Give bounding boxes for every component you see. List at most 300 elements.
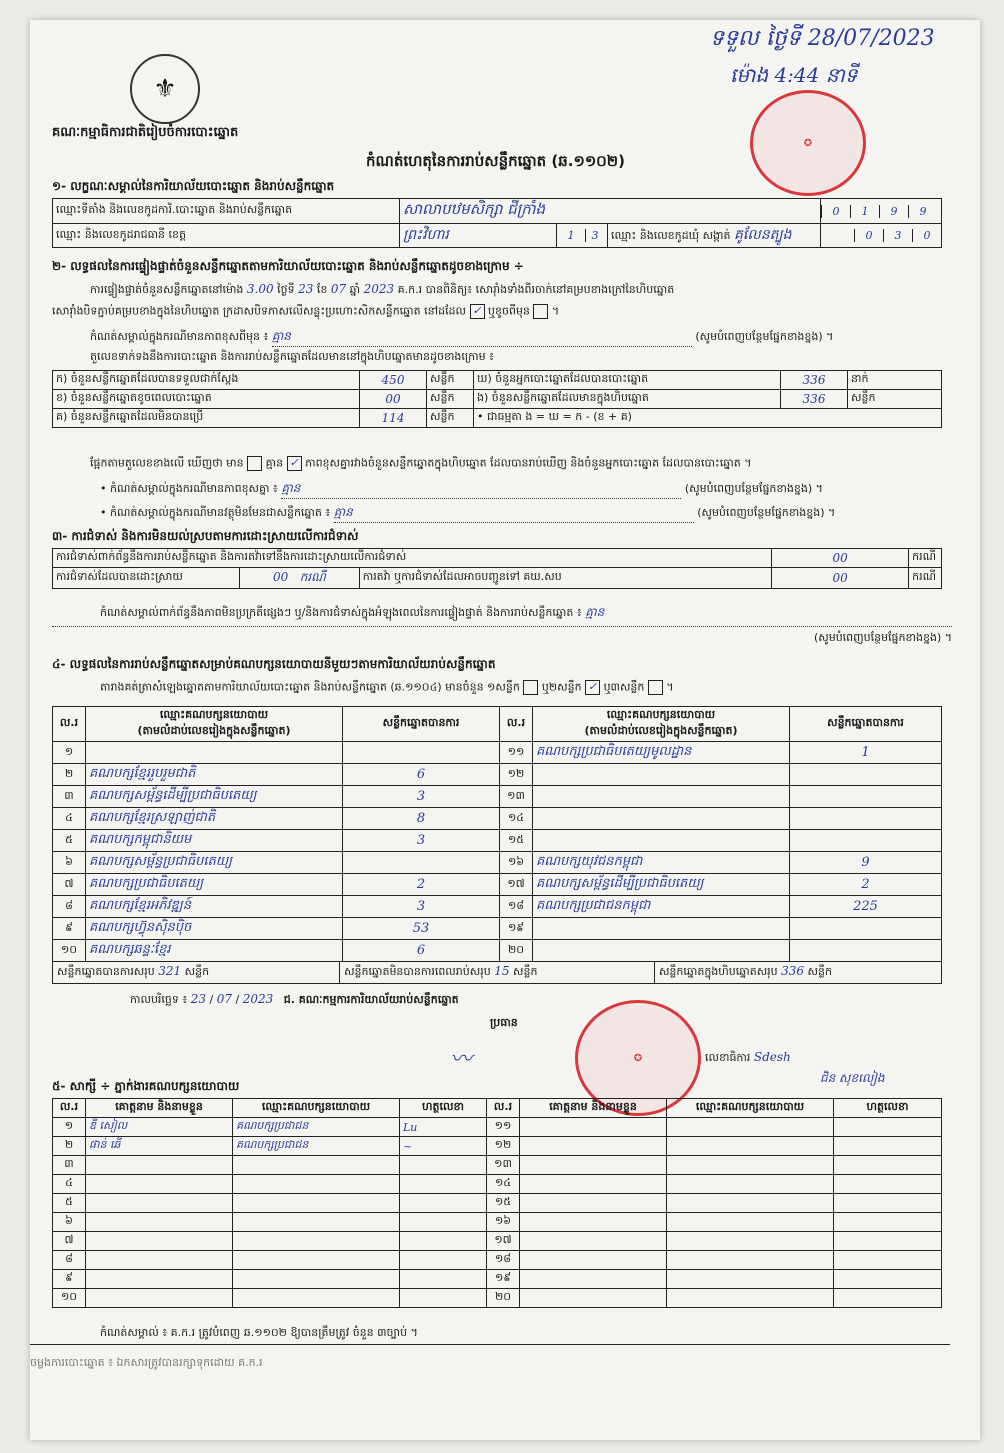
witness-table [52,1098,942,1308]
s3-unit: ករណី [909,549,942,568]
col-party [86,707,343,742]
row-no: ៩ [53,1270,86,1289]
witness-name [520,1213,667,1232]
s2-fill-hint: (សូមបំពេញបន្ថែមផ្នែកខាងខ្នង) ។ [697,506,836,519]
s2-p2: សោរ៉ាំងបិទភ្ជាប់គម្របខាងក្នុងនៃហិបឆ្នោត ក្រដាសបិទភាសលើសន្លុះប្រហោះសិកសន្លឹកឆ្នោត នៅដដែល [52,304,467,318]
party-name: គណបក្សសម្ព័ន្ធប្រជាធិបតេយ្យ [86,852,343,874]
code-digit: 9 [879,205,908,218]
s3-unit: ករណី [299,570,326,584]
row-no: ៥ [53,1194,86,1213]
witness-name [520,1289,667,1308]
org-name: គណៈកម្មាធិការជាតិរៀបចំការបោះឆ្នោត [52,125,239,140]
s2-p4a: ផ្អែកតាមតួលេខខាងលើ ឃើញថា មាន [90,456,244,470]
chair-label: ប្រធាន [490,1016,518,1029]
s2-p1c: ខែ [316,283,328,296]
col-votes: សន្លឹកឆ្នោតបានការ [790,707,942,742]
col-name: គោត្តនាម និងនាមខ្លួន [86,1099,233,1118]
s2-para2: សោរ៉ាំងបិទភ្ជាប់គម្របខាងក្នុងនៃហិបឆ្នោត ក្រដាសបិទភាសលើសន្លុះប្រហោះសិកសន្លឹកឆ្នោត នៅដដែល ✓ ឬខូចពីមុន ។ [52,304,560,318]
row-no: ១២ [487,1137,520,1156]
s2-row-label2: ឃ) ចំនួនអ្នកបោះឆ្នោតដែលបានបោះឆ្នោត [474,371,781,390]
total-invalid-value: 15 [494,964,510,978]
s2-p1b: ថ្ងៃទី [277,283,295,296]
vote-count: 6 [343,764,500,786]
witness-party [233,1289,400,1308]
total-valid-value: 321 [158,964,182,978]
witness-name [86,1156,233,1175]
code-digit: 0 [821,205,850,218]
code-digit: 9 [908,205,937,218]
s2-day: 23 [298,282,314,296]
s1-r1-label: ឈ្មោះទីតាំង និងលេខកូដការិ.បោះឆ្នោត និងរាប់សន្លឹកឆ្នោត [53,199,400,224]
party-name: គណបក្សកម្ពុជានិយម [86,830,343,852]
vote-count: 3 [343,896,500,918]
s1-r1-code [821,199,942,224]
witness-party [233,1175,400,1194]
row-no: ៨ [53,1251,86,1270]
witness-party [667,1137,834,1156]
witness-signature [400,1175,487,1194]
footer-note2: ចម្លងការបោះឆ្នោត ៖ ឯកសារត្រូវបានរក្សាទុកដោយ គ.ក.រ [30,1356,263,1369]
s2-row-value: 450 [360,371,427,390]
official-stamp-top: ✪ [750,90,866,196]
witness-signature: ~ [400,1137,487,1156]
code-digit: 0 [854,229,883,242]
s2-row-label: គ) ចំនួនសន្លឹកឆ្នោតដែលមិនបានប្រើ [53,409,360,428]
s3-r2-label: ការជំទាស់ដែលបានដោះស្រាយ [53,568,240,589]
witness-name [520,1270,667,1289]
party-name: គណបក្សសម្ព័ន្ធដើម្បីប្រជាធិបតេយ្យ [533,874,790,896]
witness-signature [834,1289,942,1308]
s2-b1-label: • កំណត់សម្គាល់ក្នុងករណីមានភាពខុសគ្នា ៖ [100,482,278,495]
witness-party [233,1194,400,1213]
row-no: ៤ [53,808,86,830]
witness-body [53,1118,942,1308]
vote-count: 2 [343,874,500,896]
row-no: ១៨ [500,896,533,918]
s2-month: 07 [330,282,347,296]
row-no: ១៥ [487,1194,520,1213]
witness-signature [834,1118,942,1137]
s2-para4 [90,456,970,473]
row-no: ១១ [487,1118,520,1137]
col-party-title: ឈ្មោះគណបក្សនយោបាយ [159,708,269,721]
s2-p4b: គ្មាន [265,456,284,470]
party-name: គណបក្សសម្ព័ន្ធដើម្បីប្រជាធិបតេយ្យ [86,786,343,808]
s2-fill-hint: (សូមបំពេញបន្ថែមផ្នែកខាងខ្នង) ។ [695,330,834,343]
witness-name [520,1194,667,1213]
vote-count: 6 [343,940,500,962]
results-row [53,896,942,918]
row-no: ៨ [53,896,86,918]
s2-row-unit2: នាក់ [848,371,942,390]
s2-row-value: 114 [360,409,427,428]
col-name: គោត្តនាម និងនាមខ្លួន [520,1099,667,1118]
s2-year: 2023 [363,282,395,296]
witness-signature [834,1270,942,1289]
witness-party [233,1270,400,1289]
row-no: ៦ [53,1213,86,1232]
witness-name: ឌី សៀល [86,1118,233,1137]
witness-row [53,1232,942,1251]
results-table [52,706,942,984]
total-valid [53,962,340,983]
witness-party [667,1118,834,1137]
party-name [533,830,790,852]
sheet-unit: សន្លឹក [807,965,832,978]
col-votes: សន្លឹកឆ្នោតបានការ [343,707,500,742]
row-no: ១៤ [500,808,533,830]
date-month: 07 [216,992,232,1006]
s4-date-line: កាលបរិច្ឆេទ ៖ 23 / 07 / 2023 ជ. គណៈកម្មការការិយាល័យរាប់សន្លឹកឆ្នោត [130,992,459,1006]
witness-row [53,1289,942,1308]
witness-signature [834,1156,942,1175]
witness-name [520,1137,667,1156]
results-row [53,830,942,852]
row-no: ៣ [53,786,86,808]
row-no: ១៣ [500,786,533,808]
row-no: ១៦ [500,852,533,874]
s2-figures-table [52,370,942,428]
no-diff-checkbox[interactable]: ✓ [287,456,302,471]
row-no: ១៨ [487,1251,520,1270]
row-no: ២ [53,1137,86,1156]
secretary-name: ជិន សុខលៀង [820,1071,885,1085]
form-sheet [30,20,980,1440]
vote-count [790,786,942,808]
vote-count: 53 [343,918,500,940]
witness-party [667,1232,834,1251]
witness-signature [400,1232,487,1251]
results-row [53,742,942,764]
s1-r2-value: ព្រះវិហារ [400,224,557,248]
row-no: ១០ [53,940,86,962]
party-name: គណបក្សខ្មែរអភិវឌ្ឍន៍ [86,896,343,918]
s1-r2-code2 [821,224,942,248]
row-no: ៧ [53,1232,86,1251]
row-no: ៤ [53,1175,86,1194]
chair-signature: 〰 [450,1047,473,1072]
witness-party: គណបក្សប្រជាជន [233,1137,400,1156]
s2-p2-yes: ឬខូចពីមុន [488,304,530,318]
witness-name [86,1251,233,1270]
row-no: ១ [53,742,86,764]
witness-party [233,1251,400,1270]
col-party: ឈ្មោះគណបក្សនយោបាយ [233,1099,400,1118]
witness-name [86,1232,233,1251]
s3-note-label: កំណត់សម្គាល់ពាក់ព័ន្ធនឹងភាពមិនប្រក្រតីផ្សេងៗ ឬ/និងការជំទាស់ក្នុងអំឡុងពេលនៃការផ្ទៀងផ្ទាត់ និងការរាប់សន្លឹកឆ្នោត ៖ [100,606,582,619]
row-no: ៧ [53,874,86,896]
s2-row [53,390,942,409]
date-label: កាលបរិច្ឆេទ ៖ [130,993,188,1006]
secretary [705,1050,791,1067]
s2-bullet2 [100,504,960,523]
vote-count: 3 [343,786,500,808]
witness-signature [400,1251,487,1270]
received-note: ទទួល ថ្ងៃទី 28/07/2023 [710,26,935,51]
witness-signature [400,1270,487,1289]
row-no: ១៤ [487,1175,520,1194]
vote-count: 225 [790,896,942,918]
s2-note-label: កំណត់សម្គាល់ក្នុងករណីមានភាពខុសពីមុន ៖ [90,330,269,343]
received-time: ម៉ោង 4:44 នាទី [730,63,858,87]
row-no: ១៩ [487,1270,520,1289]
nec-emblem-icon: ⚜ [130,54,200,124]
row-no: ៦ [53,852,86,874]
witness-row [53,1213,942,1232]
section4-heading: ៤- លទ្ធផលនៃការរាប់សន្លឹកឆ្នោតសម្រាប់គណបក្សនយោបាយនីមួយៗតាមការិយាល័យរាប់សន្លឹកឆ្នោត [52,657,496,671]
s4-opt3: ឬ៣សន្លឹក [603,680,645,694]
results-row [53,852,942,874]
witness-signature [834,1194,942,1213]
witness-name [86,1270,233,1289]
party-name: គណបក្សឆន្ទៈខ្មែរ [86,940,343,962]
witness-row [53,1270,942,1289]
vote-count [790,808,942,830]
party-name: គណបក្សហ៊្វុនស៊ិនប៉ិច [86,918,343,940]
s2-row-label2: ង) ចំនួនសន្លឹកឆ្នោតដែលមានក្នុងហិបឆ្នោត [474,390,781,409]
section3-table [52,548,942,589]
s2-para1 [90,282,970,299]
party-name: គណបក្សខ្មែរស្រឡាញ់ជាតិ [86,808,343,830]
results-row [53,808,942,830]
section1-table [52,198,942,248]
s1-r2-code [557,224,608,248]
vote-count [343,742,500,764]
s2-time: 3.00 [246,282,274,296]
witness-row [53,1156,942,1175]
party-name [533,918,790,940]
s2-para3: តួលេខទាក់ទងនឹងការបោះឆ្នោត និងការរាប់សន្លឹកឆ្នោតដែលមាននៅក្នុងហិបឆ្នោតមានដូចខាងក្រោម ៖ [90,350,494,363]
col-no: ល.រ [53,707,86,742]
col-no: ល.រ [487,1099,520,1118]
vote-count: 3 [343,830,500,852]
has-diff-checkbox[interactable] [247,456,262,471]
s3-r2-num: 00 [272,570,289,584]
totals-row [53,962,942,984]
section2-heading: ២- លទ្ធផលនៃការផ្ទៀងផ្ទាត់ចំនួនសន្លឹកឆ្នោតតាមការិយាល័យបោះឆ្នោត និងរាប់សន្លឹកឆ្នោតដូចខាងក្រោម ÷ [52,259,524,273]
s2-note-value: គ្មាន [272,328,692,347]
secretary-label: លេខាធិការ [705,1051,751,1064]
s2-row [53,371,942,390]
s3-note [100,604,960,622]
s1-r2-value2: គូលែនត្បូង [734,227,792,243]
code-digit: 0 [912,229,941,242]
two-sheets-checkbox[interactable]: ✓ [585,680,600,695]
witness-row [53,1118,942,1137]
row-no: ១៧ [500,874,533,896]
col-party-sub: (តាមលំដាប់លេខរៀងក្នុងសន្លឹកឆ្នោត) [584,724,738,737]
party-name: គណបក្សយុវជនកម្ពុជា [533,852,790,874]
s2-b2-value: គ្មាន [334,504,694,523]
witness-signature [834,1137,942,1156]
witness-signature [400,1194,487,1213]
s3-r2b-label: ការតវ៉ា ឬការជំទាស់ដែលអាចបញ្ជូនទៅ គឃ.សប [359,568,771,589]
col-no: ល.រ [500,707,533,742]
col-sign: ហត្ថលេខា [400,1099,487,1118]
row-no: ១៦ [487,1213,520,1232]
total-invalid [340,962,655,983]
s4-intro: តារាងគត់ត្រាសំឡេងឆ្នោតតាមការិយាល័យបោះឆ្នោត និងរាប់សន្លឹកឆ្នោត (ឆ.១១០៤) មានចំនួន ១សន្លឹក ឬ២សន្លឹក ✓ ឬ៣សន្លឹក ។ [100,680,674,694]
vote-count: 1 [790,742,942,764]
s2-b2-label: • កំណត់សម្គាល់ក្នុងករណីមានវត្ថុមិនមែនជាសន្លឹកឆ្នោត ៖ [100,506,331,519]
row-no: ៣ [53,1156,86,1175]
witness-name [86,1289,233,1308]
witness-party [667,1213,834,1232]
s4-opt2: ឬ២សន្លឹក [541,680,582,694]
row-no: ៥ [53,830,86,852]
witness-party [667,1251,834,1270]
party-name: គណបក្សប្រជាជនកម្ពុជា [533,896,790,918]
s2-p1d: ឆ្នាំ [349,283,361,296]
witness-name [86,1175,233,1194]
s2-row-unit: សន្លឹក [427,390,474,409]
vote-count [790,764,942,786]
s2-p4c: ភាពខុសគ្នារវាងចំនួនសន្លឹកឆ្នោតក្នុងហិបឆ្នោត ដែលបានរាប់ឃើញ និងចំនួនអ្នកបោះឆ្នោត ដែលបានបោះឆ្នោត ។ [305,456,752,470]
vote-count: 2 [790,874,942,896]
vote-count [790,830,942,852]
s2-fill-hint: (សូមបំពេញបន្ថែមផ្នែកខាងខ្នង) ។ [684,482,823,495]
footer-note: កំណត់សម្គាល់ ៖ គ.ក.រ ត្រូវបំពេញ ឆ.១១០២ ឱ្យបានត្រឹមត្រូវ ចំនួន ៣ច្បាប់ ។ [100,1326,418,1339]
witness-name [86,1213,233,1232]
s2-b1-value: គ្មាន [281,480,681,499]
col-no: ល.រ [53,1099,86,1118]
witness-party [233,1213,400,1232]
row-no: ២ [53,764,86,786]
s2-row-unit2: សន្លឹក [848,390,942,409]
witness-name [520,1251,667,1270]
witness-row [53,1194,942,1213]
date-year: 2023 [242,992,274,1006]
s3-r2b-value: 00 [772,568,909,589]
s2-row [53,409,942,428]
s1-r2-label2: ឈ្មោះ និងលេខកូដឃុំ សង្កាត់ [611,229,731,242]
witness-party: គណបក្សប្រជាជន [233,1118,400,1137]
s3-r1-value: 00 [772,549,909,568]
witness-name [520,1118,667,1137]
witness-name [520,1232,667,1251]
one-sheet-checkbox[interactable] [523,680,538,695]
party-name [533,808,790,830]
witness-signature [400,1289,487,1308]
party-name: គណបក្សប្រជាធិបតេយ្យមូលដ្ឋាន [533,742,790,764]
total-box [655,962,941,983]
vote-count: 9 [790,852,942,874]
s2-row-value2: 336 [781,390,848,409]
s3-unit: ករណី [909,568,942,589]
s2-row-value2: 336 [781,371,848,390]
vote-count [790,940,942,962]
s1-r1-value: សាលាបឋមសិក្សា ជីក្រាំង [400,199,821,224]
committee-title: ជ. គណៈកម្មការការិយាល័យរាប់សន្លឹកឆ្នោត [283,993,459,1006]
witness-signature [400,1213,487,1232]
vote-count [790,918,942,940]
vote-count: 8 [343,808,500,830]
s3-note-value: គ្មាន [585,605,605,619]
code-digit: 3 [883,229,912,242]
row-no: ១៩ [500,918,533,940]
col-sign: ហត្ថលេខា [834,1099,942,1118]
intact-checkbox[interactable]: ✓ [470,304,485,319]
s1-r2-label: ឈ្មោះ និងលេខកូដរាជធានី ខេត្ត [53,224,400,248]
witness-row [53,1175,942,1194]
s2-row-value: 00 [360,390,427,409]
s3-r1-label: ការជំទាស់ពាក់ព័ន្ធនឹងការរាប់សន្លឹកឆ្នោត និងការតវ៉ាទៅនឹងការដោះស្រាយលើការជំទាស់ [53,549,772,568]
damaged-checkbox[interactable] [533,304,548,319]
witness-signature [834,1175,942,1194]
section5-heading: ៥- សាក្សី ÷ ភ្នាក់ងារគណបក្សនយោបាយ [52,1079,240,1093]
party-name [533,764,790,786]
row-no: ២០ [487,1289,520,1308]
code-digit: 3 [585,229,604,242]
official-stamp-bottom: ✪ [575,1000,701,1116]
s2-row-label: ក) ចំនួនសន្លឹកឆ្នោតដែលបានទទួលជាក់ស្តែង [53,371,360,390]
witness-party [667,1194,834,1213]
s1-r2-commune [608,224,821,248]
row-no: ១៣ [487,1156,520,1175]
witness-name: ផាន់ ឆើ [86,1137,233,1156]
witness-signature [834,1232,942,1251]
witness-signature [834,1251,942,1270]
witness-row [53,1251,942,1270]
total-valid-label: សន្លឹកឆ្នោតបានការសរុប [57,965,155,978]
row-no: ១១ [500,742,533,764]
witness-name [520,1156,667,1175]
col-party: ឈ្មោះគណបក្សនយោបាយ [667,1099,834,1118]
witness-party [667,1270,834,1289]
form-title: កំណត់ហេតុនៃការរាប់សន្លឹកឆ្នោត (ឆ.១១០២) [366,152,626,170]
s3-r2-value [240,568,360,589]
party-name [533,940,790,962]
witness-signature: Lu [400,1118,487,1137]
row-no: ២០ [500,940,533,962]
col-party-title: ឈ្មោះគណបក្សនយោបាយ [606,708,716,721]
code-digit: 1 [850,205,879,218]
s2-bullet1 [100,480,960,499]
witness-party [667,1289,834,1308]
results-body [53,742,942,962]
party-name [533,786,790,808]
s2-row-formula: • ជាធម្មតា ង = ឃ = ក - (ខ + គ) [474,409,942,428]
witness-name [86,1194,233,1213]
sheet-unit: សន្លឹក [512,965,538,978]
row-no: ១៧ [487,1232,520,1251]
col-party [533,707,790,742]
total-box-label: សន្លឹកឆ្នោតក្នុងហិបឆ្នោតសរុប [658,965,778,978]
witness-party [233,1232,400,1251]
row-no: ១០ [53,1289,86,1308]
s2-row-unit: សន្លឹក [427,409,474,428]
total-box-value: 336 [781,964,805,978]
party-name: គណបក្សខ្មែររួបរួមជាតិ [86,764,343,786]
party-name [86,742,343,764]
s2-p1a: ការផ្ទៀងផ្ទាត់ចំនួនសន្លឹកឆ្នោតនៅម៉ោង [90,283,244,296]
col-party-sub: (តាមលំដាប់លេខរៀងក្នុងសន្លឹកឆ្នោត) [137,724,291,737]
witness-row [53,1137,942,1156]
s4-intro-text: តារាងគត់ត្រាសំឡេងឆ្នោតតាមការិយាល័យបោះឆ្នោត និងរាប់សន្លឹកឆ្នោត (ឆ.១១០៤) មានចំនួន ១សន្លឹក [100,680,520,694]
footer-rule [30,1344,950,1345]
results-row [53,786,942,808]
party-name: គណបក្សប្រជាធិបតេយ្យ [86,874,343,896]
sheet-unit: សន្លឹក [184,965,210,978]
total-invalid-label: សន្លឹកឆ្នោតមិនបានការពេលរាប់សរុប [344,965,491,978]
vote-count [343,852,500,874]
witness-party [667,1156,834,1175]
three-sheets-checkbox[interactable] [648,680,663,695]
witness-name [520,1175,667,1194]
s2-row-label: ខ) ចំនួនសន្លឹកឆ្នោតខូចពេលបោះឆ្នោត [53,390,360,409]
s3-fill-hint: (សូមបំពេញបន្ថែមផ្នែកខាងខ្នង) ។ [52,626,952,647]
section3-heading: ៣- ការជំទាស់ និងការមិនយល់ស្របតាមការដោះស្រាយលើការជំទាស់ [52,529,359,543]
